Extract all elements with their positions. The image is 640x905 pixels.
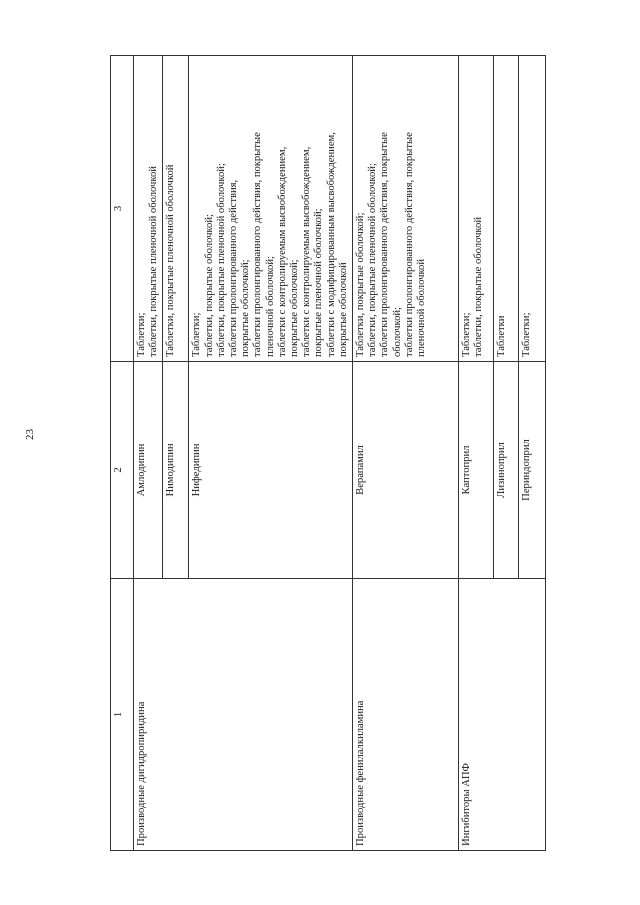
dosage-form-line: Таблетки;: [521, 312, 533, 357]
group-cell: Ингибиторы АПФ: [459, 579, 546, 851]
dosage-form-line: таблетки, покрытые оболочкой: [473, 217, 485, 357]
dosage-form-line: таблетки с контролируемым высвобождением,: [301, 146, 313, 357]
dosage-form-line: пленочной оболочкой;: [264, 256, 276, 357]
drug-row: [459, 56, 494, 851]
drug-table-body: [111, 56, 546, 851]
dosage-form-line: таблетки, покрытые пленочной оболочкой: [148, 166, 160, 357]
dosage-form-line: таблетки пролонгированного действия, покрытые: [252, 132, 264, 357]
drug-table: [110, 55, 546, 851]
dosage-form-line: таблетки, покрытые пленочной оболочкой;: [367, 163, 379, 357]
dosage-form-line: оболочкой;: [391, 307, 403, 357]
dosage-form-line: Таблетки;: [461, 312, 473, 357]
dosage-form-line: таблетки, покрытые оболочкой;: [203, 214, 215, 357]
dosage-forms-cell: [134, 56, 163, 362]
dosage-forms-cell: [519, 56, 546, 362]
dosage-forms-cell: [189, 56, 353, 362]
page-number: 23: [24, 429, 36, 440]
dosage-forms-cell: [494, 56, 519, 362]
drug-name-cell: Нимодипин: [163, 362, 189, 579]
header-row: [111, 56, 134, 851]
dosage-forms-cell: [353, 56, 459, 362]
dosage-form-line: пленочной оболочкой: [416, 258, 428, 357]
drug-name-cell: Амлодипин: [134, 362, 163, 579]
dosage-form-line: покрытые оболочкой;: [240, 259, 252, 357]
rotated-page-content: [110, 56, 572, 851]
header-cell-3: 3: [111, 56, 134, 362]
dosage-form-line: покрытые оболочкой: [337, 262, 349, 357]
dosage-form-line: таблетки пролонгированного действия,: [228, 179, 240, 357]
group-cell: Производные дигидропиридина: [134, 579, 353, 851]
drug-name-cell: Каптоприл: [459, 362, 494, 579]
dosage-form-line: покрытые оболочкой;: [289, 259, 301, 357]
group-cell: Производные фенилалкиламина: [353, 579, 459, 851]
drug-name-cell: Нифедипин: [189, 362, 353, 579]
dosage-form-line: Таблетки;: [136, 312, 147, 357]
dosage-forms-cell: [459, 56, 494, 362]
dosage-form-line: Таблетки, покрытые пленочной оболочкой: [165, 164, 177, 357]
drug-row: [134, 56, 163, 851]
dosage-forms-cell: [163, 56, 189, 362]
drug-name-cell: Периндоприл: [519, 362, 546, 579]
dosage-form-line: таблетки с контролируемым высвобождением,: [276, 146, 288, 357]
dosage-form-line: Таблетки: [496, 315, 508, 357]
dosage-form-line: таблетки пролонгированного действия, покрытые: [379, 132, 391, 357]
header-cell-2: 2: [111, 362, 134, 579]
header-cell-1: 1: [111, 579, 134, 851]
dosage-form-line: таблетки, покрытые пленочной оболочкой;: [215, 163, 227, 357]
dosage-form-line: таблетки пролонгированного действия, покрытые: [403, 132, 415, 357]
drug-row: [353, 56, 459, 851]
dosage-form-line: Таблетки, покрытые оболочкой;: [355, 212, 367, 357]
dosage-form-line: таблетки с модифицированным высвобождением,: [325, 132, 337, 357]
dosage-form-line: Таблетки;: [191, 312, 203, 357]
dosage-form-line: покрытые пленочной оболочкой;: [313, 208, 325, 357]
drug-name-cell: Лизиноприл: [494, 362, 519, 579]
drug-name-cell: Верапамил: [353, 362, 459, 579]
